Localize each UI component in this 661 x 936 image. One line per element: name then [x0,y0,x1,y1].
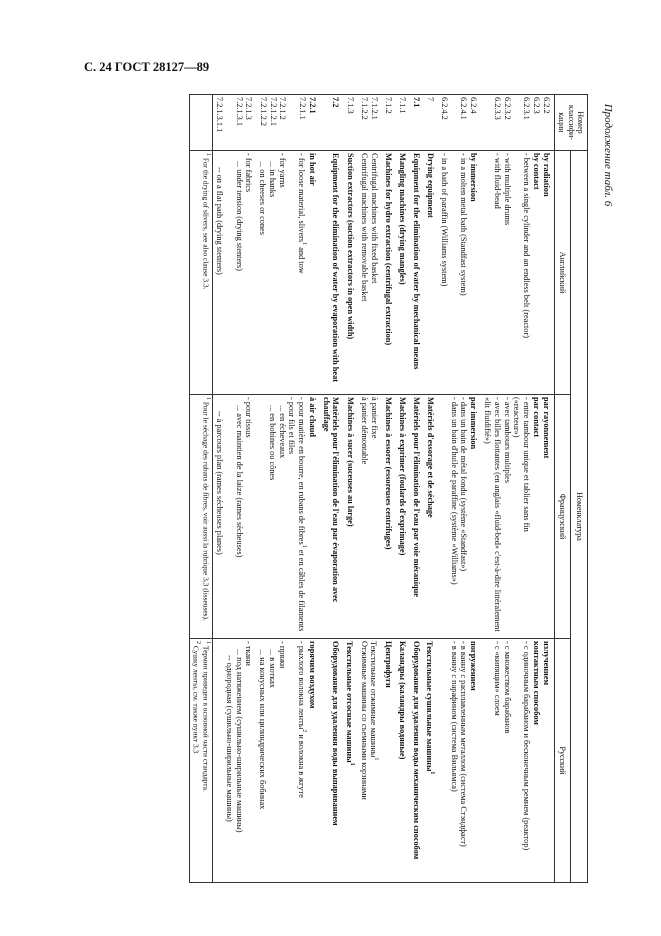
cell-russian [256,639,319,883]
cell-english [320,151,344,395]
cell-line: 7.2.1.2.1 [268,97,278,127]
cell-line: 7.2.1.2.2 [258,97,268,127]
cell-line: - рыхлого волокна ленты$^2$ и волокна в жгуте [297,641,307,798]
cell-line: - avec tambours multiples [502,397,512,483]
cell-line [224,397,234,636]
notes-number [189,95,212,151]
cell-line: - with multiple drums [502,153,512,226]
cell-line: 6.2.4.2 [439,97,449,120]
cell-line: ... на конусных или цилиндрических бобинах [258,649,268,810]
cell-russian [424,639,439,883]
cell-french [382,395,396,639]
cell-line: 6.2.3.1 [522,97,532,120]
cell-line: ... en écheveaux [277,405,287,459]
cell-line: - dans un bain de métal fondu (système «Standfast») [459,397,469,572]
cell-line [287,97,297,148]
cell-line: Drying equipment [426,153,436,218]
cell-line [449,97,459,148]
cell-number [481,95,554,151]
cell-line: Mangling machines (drying mangles) [397,153,407,285]
cell-line: - с множеством барабанов [502,641,512,734]
page-header: С. 24 ГОСТ 28127—89 [84,60,210,74]
footnote-russian: $^1$ Термин приведен в основной части стандарта. $^2$ Сушку ленты, см. также пункт 3.3 [189,639,212,883]
cell-line: Центрифуги [383,641,393,688]
cell-line: Matériels d'essorage et de séchage [426,397,436,518]
cell-english [396,151,410,395]
cell-line: 7 [426,97,436,102]
cell-number [343,95,358,151]
cell-line: - in a bath of paraffin (Williams system) [439,153,449,287]
cell-line: by immersion [469,153,479,202]
cell-russian [343,639,358,883]
cell-english [438,151,481,395]
cell-line [512,153,522,392]
cell-line: by radiation [541,153,551,197]
cell-line: 7.1.2 [383,97,393,114]
cell-line: Matériels pour l'élimination de l'eau par évaporation avec chauffage [321,397,341,603]
cell-line: à panier fixe [370,397,380,439]
cell-line: Текстильные отжимные машины$^1$ [369,641,380,761]
cell-line: погружением [469,641,479,691]
col-header-russian: Русский [554,639,571,883]
cell-line: ... under tension (drying stenters) [234,161,244,271]
cell-line: Machines à sucer (suceuses au large) [345,397,355,527]
cell-line: Каландры (каландры водяные) [397,641,407,760]
cell-line: горячим воздухом [307,641,317,709]
cell-line: - в ванну с расплавленным металлом (система Стэндфаст) [459,641,469,847]
table-row [382,95,396,883]
cell-line: 6.2.3.2 [502,97,512,120]
cell-line: ... avec maintien de la laize (rames sécheuses) [234,405,244,558]
cell-line: 6.2.2 [541,97,551,114]
cell-line: - pour tissus [244,397,254,438]
cell-line: - entre tambour unique et tablier sans fin [522,397,532,532]
cell-french [396,395,410,639]
cell-line: -- on a flat path (drying stenters) [214,167,224,275]
cell-line: - for fabrics [244,153,254,193]
cell-english [410,151,424,395]
cell-french [343,395,358,639]
cell-line: - с «кипящим» слоем [492,641,502,716]
table-continuation-label: Продолжение табл. 6 [602,103,614,207]
cell-french [320,395,344,639]
cell-russian [213,639,257,883]
cell-line: Текстильные сушильные машины$^1$ [425,641,436,775]
cell-line: Equipment for the elimination of water by mechanical means [411,153,421,370]
cell-line [287,153,297,392]
cell-line: par contact [531,397,541,438]
cell-line: Centrifugal machines with removable basket [360,153,370,302]
terms-table [189,94,588,883]
cell-russian [382,639,396,883]
cell-line: контактным способом [531,641,541,725]
cell-line [449,153,459,392]
rotated-table-wrapper [78,94,588,882]
col-header-number: Номер классифи-кации [554,95,587,151]
cell-english [424,151,439,395]
cell-russian [481,639,554,883]
col-header-english: Английский [554,151,571,395]
cell-line: - dans un bain d'huile de paraffine (système «Williams») [449,397,459,585]
cell-russian [396,639,410,883]
cell-line: 6.2.4.1 [459,97,469,120]
cell-number [213,95,257,151]
cell-line: in hot air [307,153,317,186]
cell-line: - for loose material, slivers$^1$ and tow [297,153,307,274]
cell-line: ... en bobines ou cônes [267,405,277,481]
cell-number [256,95,319,151]
cell-line: - with fluid-bead [492,153,502,209]
cell-line: - в ванну с парафином (система Вильямса) [449,641,459,792]
cell-russian [358,639,382,883]
cell-line: - avec billes flottantes (en anglais «fluid-bed» c'est-à-dire littéralement «lit fluidifié») [483,397,502,632]
cell-line: - pour fils et files [287,397,297,455]
cell-line: - пряжи [277,641,287,669]
cell-number [396,95,410,151]
cell-line: 6.2.3.3 [492,97,502,120]
cell-line: («reacteur») [512,397,522,438]
cell-line [224,97,234,148]
cell-english [213,151,257,395]
cell-line: 7.1.2.1 [370,97,380,120]
cell-line: Centrifugal machines with fixed basket [370,153,380,284]
cell-line: par immersion [469,397,479,450]
cell-french [256,395,319,639]
cell-line: Matériels pour l'élimination de l'eau par voie mécanique [411,397,421,597]
cell-line [512,97,522,148]
cell-line: Equipment for the elimination of water by evaporation with heat [331,153,341,383]
table-row [410,95,424,883]
cell-line: - с одиночным барабаном и бесконечным ремнем (реактор) [522,641,532,851]
cell-line: Machines for hydro extraction (centrifugal extraction) [383,153,393,346]
cell-french [358,395,382,639]
cell-line: - pour matière en bourre, en rubans de fibres$^1$ et en câbles de filaments [297,397,307,632]
cell-number [438,95,481,151]
cell-line: 7.2 [331,97,341,108]
cell-russian [438,639,481,883]
cell-line: 7.1 [411,97,421,108]
table-body [213,95,555,883]
cell-line: ... в мотках [267,649,277,688]
cell-line: - in a molten metal bath (Standfast system) [459,153,469,296]
cell-line: ... on cheeses or cones [258,161,268,235]
table-row [358,95,382,883]
col-header-french: Французский [554,395,571,639]
col-header-nomenclature: Номенклатура [571,151,588,883]
cell-line: Оборудование для удаления воды выпариванием [331,641,341,826]
footnote-french: $^1$ Pour le séchage des rubans de fibres, voir aussi la rubrique 3,3 (lisseuses). [189,395,212,639]
cell-english [481,151,554,395]
cell-line: излучением [541,641,551,686]
cell-french [410,395,424,639]
cell-line [287,641,297,880]
table-row [320,95,344,883]
cell-line: par rayonnement [541,397,551,459]
cell-number [424,95,439,151]
table-row [424,95,439,883]
cell-line: by contact [531,153,541,190]
cell-line: -- однородная (сушильно-ширильные машины) [224,655,234,822]
cell-english [343,151,358,395]
cell-line [512,641,522,880]
cell-line: 7.2.1.1 [297,97,307,120]
cell-line: Оборудование для удаления воды механическим способом [411,641,421,860]
cell-line: Отжимные машины со съемными корзинами [359,641,369,800]
cell-french [481,395,554,639]
cell-line: 7.2.1.3.1 [234,97,244,127]
cell-french [213,395,257,639]
cell-number [358,95,382,151]
cell-number [320,95,344,151]
cell-line: 7.1.2.2 [360,97,370,120]
cell-line: à panier démontable [360,397,370,465]
cell-line: - ткани [244,641,254,666]
cell-line [224,153,234,392]
cell-french [424,395,439,639]
cell-line: -- à parcours plan (rames sécheuses planes) [214,411,224,555]
cell-number [410,95,424,151]
cell-line: 7.2.1.3 [244,97,254,120]
cell-french [438,395,481,639]
table-row [343,95,358,883]
cell-english [382,151,396,395]
cell-line: 6.2.4 [469,97,479,114]
table-row [213,95,257,883]
cell-english [256,151,319,395]
cell-number [382,95,396,151]
cell-russian [320,639,344,883]
cell-line: Machines à exprimer (foulards d'exprimage) [397,397,407,556]
cell-line: 7.2.1.3.1.1 [214,97,224,133]
cell-line: 7.2.1 [307,97,317,114]
cell-line: Suction extractors (suction extractors in open width) [345,153,355,340]
cell-line: 7.2.1.2 [278,97,288,120]
cell-line: 6.2.3 [531,97,541,114]
cell-line: Machines à essorer (essoreuses centrifuges) [383,397,393,550]
cell-line: Текстильные отсосные машины$^1$ [345,641,355,766]
cell-line: ... под натяжением (сушильно-ширильные машины) [234,649,244,833]
cell-russian [410,639,424,883]
cell-line: - for yarns [277,153,287,188]
table-row [396,95,410,883]
cell-line: à air chaud [307,397,317,437]
cell-line: 7.1.3 [345,97,355,114]
cell-line: ... in hanks [267,161,277,198]
table-row [256,95,319,883]
cell-line: 7.1.1 [397,97,407,114]
cell-line: - between a single cylinder and an endless belt (reactor) [522,153,532,338]
table-row [438,95,481,883]
cell-english [358,151,382,395]
footnote-english: $^1$ For the drying of slivers, see also clause 3.3. [189,151,212,395]
table-row [481,95,554,883]
